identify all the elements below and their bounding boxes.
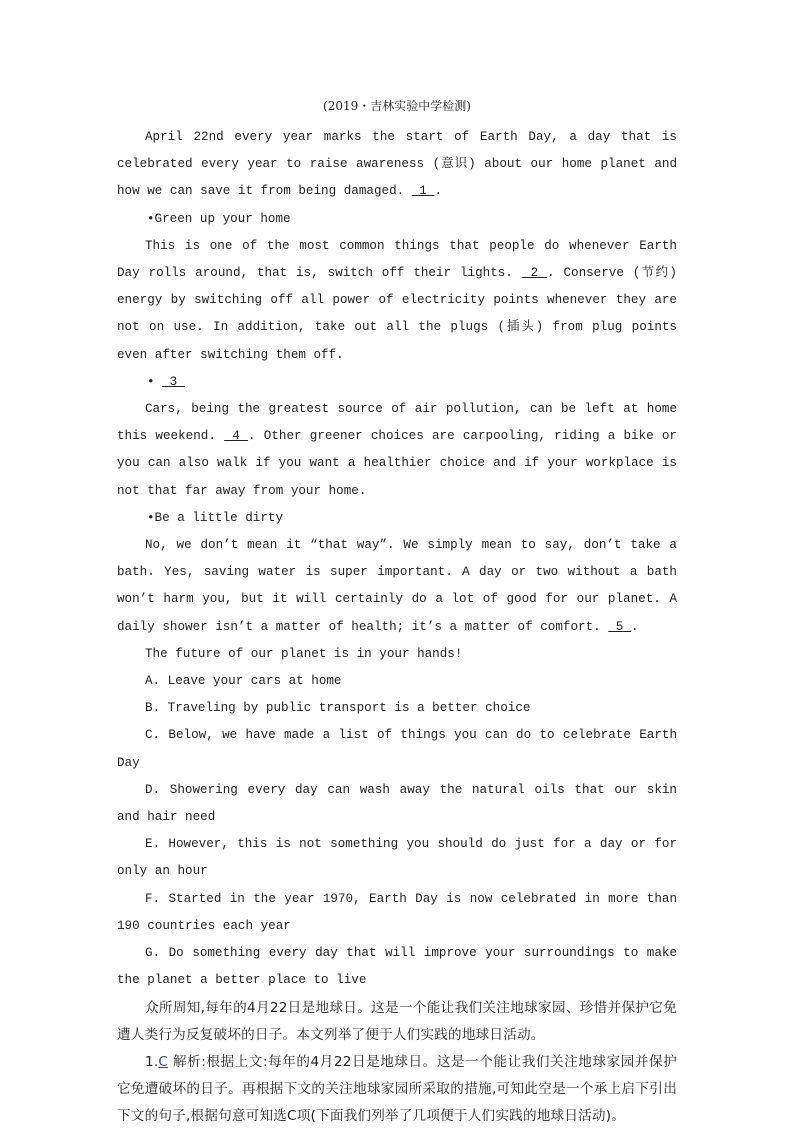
paragraph-text: . Other greener choices are carpooling, riding a bike or you can also walk if you want a healthier choice and if your workplace is not that far away from your home. [117, 429, 677, 498]
blank-5: 5 [608, 619, 631, 634]
paragraph-text: This is one of the most common things that people do whenever Earth Day rolls around, that is, switch off their lights. [117, 238, 677, 281]
passage-paragraph-4 [117, 532, 677, 641]
paragraph-text: . [434, 184, 442, 199]
analysis-number: 1. [145, 1053, 159, 1070]
bullet-marker: • [147, 374, 163, 389]
passage-paragraph-1 [117, 124, 677, 206]
source-heading: (2019・吉林实验中学检测) [323, 99, 471, 113]
paragraph-text: April 22nd every year marks the start of Earth Day, a day that is celebrated every year to raise awareness (意识) about our home planet and how we can save it from being damaged. [117, 130, 677, 199]
passage-paragraph-3 [117, 396, 677, 505]
section-heading-blank-3 [117, 369, 677, 396]
option-e: E. However, this is not something you should do just for a day or for only an hour [117, 837, 677, 879]
analysis-1 [117, 1049, 677, 1130]
passage-paragraph-5: The future of our planet is in your hands! [145, 646, 463, 661]
answer-letter: C [158, 1053, 169, 1070]
option-b: B. Traveling by public transport is a better choice [145, 701, 531, 716]
paragraph-text: No, we don’t mean it “that way”. We simply mean to say, don’t take a bath. Yes, saving water is super important. A day or two without a bath won’t harm you, but it will certainly do a lot of good for our planet. A daily shower isn’t a matter of health; it’s a matter of comfort. [117, 538, 677, 634]
option-a: A. Leave your cars at home [145, 674, 342, 689]
paragraph-text: . [630, 619, 639, 634]
analysis-text: 解析:根据上文:每年的4月22日是地球日。这是一个能让我们关注地球家园并保护它免遭破坏的日子。再根据下文的关注地球家园所采取的措施,可知此空是一个承上启下引出下文的句子,根据句意可知选C项(下面我们列举了几项便于人们实践的地球日活动)。 [117, 1053, 677, 1124]
option-f: F. Started in the year 1970, Earth Day is now celebrated in more than 190 countries each year [117, 891, 677, 933]
blank-3: 3 [162, 374, 185, 389]
blank-1: 1 [411, 184, 435, 199]
blank-4: 4 [224, 429, 249, 444]
blank-2: 2 [521, 266, 548, 281]
passage-paragraph-2 [117, 233, 677, 369]
paragraph-text: Cars, being the greatest source of air pollution, can be left at home this weekend. [117, 402, 677, 444]
paragraph-text: . Conserve (节约) energy by switching off all power of electricity points whenever they are not on use. In addition, take out all the plugs (插头) from plug points even after switching them off. [117, 266, 677, 362]
section-heading-green-up: •Green up your home [147, 211, 291, 226]
option-c: C. Below, we have made a list of things you can do to celebrate Earth Day [117, 728, 677, 770]
option-g: G. Do something every day that will improve your surroundings to make the planet a better place to live [117, 946, 677, 988]
section-heading-be-dirty: •Be a little dirty [147, 510, 284, 525]
option-d: D. Showering every day can wash away the natural oils that our skin and hair need [117, 782, 677, 825]
chinese-summary: 众所周知,每年的4月22日是地球日。这是一个能让我们关注地球家园、珍惜并保护它免遭人类行为反复破坏的日子。本文列举了便于人们实践的地球日活动。 [117, 999, 677, 1043]
